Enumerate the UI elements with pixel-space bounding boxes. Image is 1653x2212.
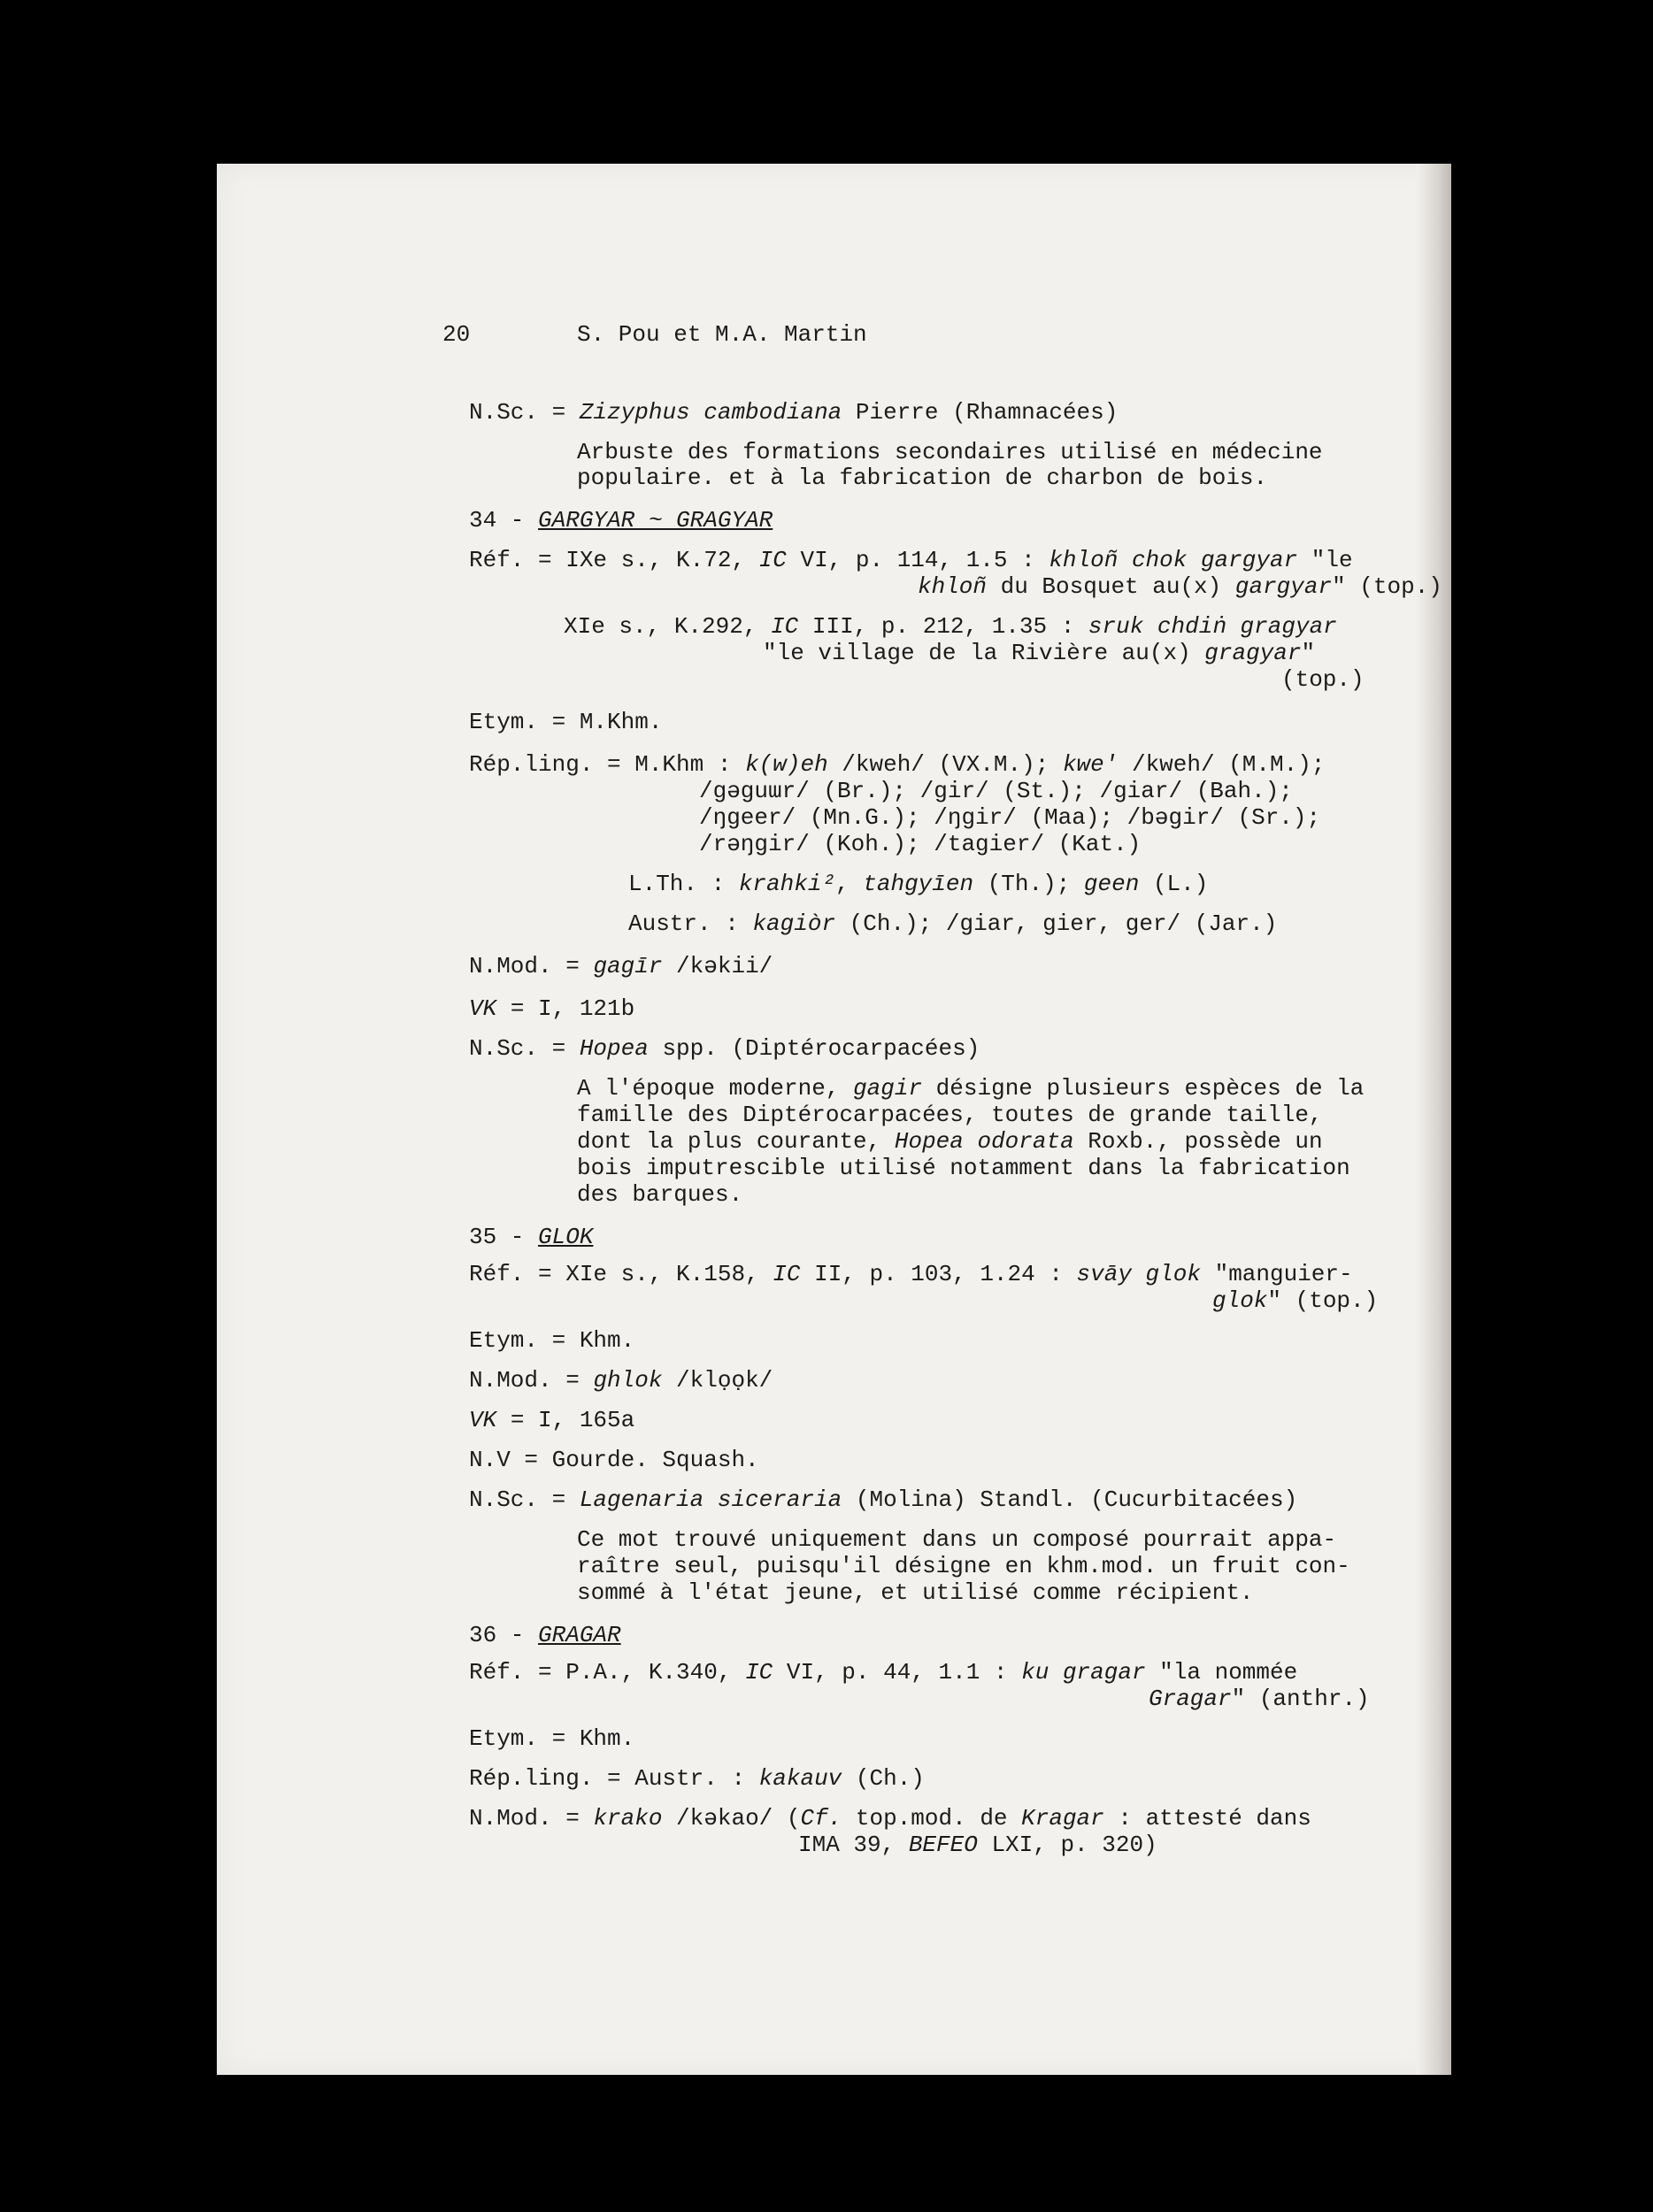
- text-segment: des barques.: [577, 1181, 743, 1208]
- text-segment: "le: [1297, 547, 1353, 573]
- text-segment: LXI, p. 320): [977, 1832, 1157, 1858]
- text-line: [798, 1832, 1157, 1858]
- text-segment: VK: [469, 1407, 497, 1433]
- text-segment: /kweh/ (M.M.);: [1118, 751, 1326, 778]
- text-segment: Cf.: [800, 1805, 842, 1832]
- text-segment: kagiòr: [752, 910, 836, 937]
- text-segment: khloñ chok gargyar: [1049, 547, 1298, 573]
- text-segment: raître seul, puisqu'il désigne en khm.mod. un fruit con-: [577, 1553, 1350, 1579]
- text-segment: "manguier-: [1200, 1261, 1353, 1287]
- text-segment: Austr. :: [628, 910, 753, 937]
- text-segment: Réf. = XIe s., K.158,: [469, 1261, 773, 1287]
- text-line: [1281, 666, 1365, 693]
- text-segment: /klọọk/: [662, 1367, 773, 1394]
- text-segment: populaire. et à la fabrication de charbon de bois.: [577, 465, 1268, 491]
- text-segment: gagir: [853, 1075, 923, 1102]
- text-segment: N.V = Gourde. Squash.: [469, 1447, 759, 1473]
- text-line: [763, 640, 1315, 666]
- page-number: 20: [442, 321, 471, 348]
- text-line: [469, 1407, 634, 1433]
- text-line: [577, 1075, 1364, 1102]
- text-segment: dont la plus courante,: [577, 1128, 895, 1155]
- text-segment: (Ch.); /giar, gier, ger/ (Jar.): [835, 910, 1278, 937]
- text-segment: N.Sc. =: [469, 1035, 580, 1062]
- text-line: [577, 1181, 742, 1208]
- text-line: [577, 439, 1323, 465]
- text-line: [469, 1486, 1297, 1513]
- text-segment: Rép.ling. = M.Khm :: [469, 751, 746, 778]
- text-segment: /gəguɯr/ (Br.); /gir/ (St.); /giar/ (Bah.);: [699, 778, 1293, 804]
- text-segment: "la nommée: [1145, 1659, 1298, 1686]
- text-segment: L.Th. :: [628, 871, 739, 897]
- text-segment: II, p. 103, 1.24 :: [800, 1261, 1077, 1287]
- text-line: [699, 804, 1320, 831]
- text-segment: /rəŋgir/ (Koh.); /tagier/ (Kat.): [699, 831, 1142, 857]
- text-segment: N.Mod. =: [469, 953, 594, 979]
- text-line: [469, 507, 773, 534]
- text-line: [469, 953, 773, 979]
- text-segment: svāy glok: [1076, 1261, 1201, 1287]
- text-segment: /ŋgeer/ (Mn.G.); /ŋgir/ (Maa); /bəgir/ (Sr.);: [699, 804, 1321, 831]
- text-segment: krako: [593, 1805, 663, 1832]
- text-segment: /kəkao/ (: [662, 1805, 801, 1832]
- text-segment: gagīr: [593, 953, 663, 979]
- text-segment: Gragar: [1149, 1686, 1232, 1712]
- text-segment: GRAGAR: [538, 1622, 621, 1648]
- text-segment: GLOK: [538, 1224, 594, 1250]
- text-segment: (top.): [1281, 666, 1365, 693]
- text-segment: N.Mod. =: [469, 1367, 594, 1394]
- text-segment: A l'époque moderne,: [577, 1075, 854, 1102]
- text-line: [469, 1447, 759, 1473]
- text-segment: VI, p. 44, 1.1 :: [773, 1659, 1022, 1686]
- text-segment: Roxb., possède un: [1073, 1128, 1323, 1155]
- text-line: [469, 1805, 1311, 1832]
- text-segment: ku gragar: [1021, 1659, 1146, 1686]
- text-segment: N.Sc. =: [469, 1486, 580, 1513]
- text-segment: krahki²: [738, 871, 836, 897]
- text-segment: tahgyīen: [863, 871, 974, 897]
- text-segment: XIe s., K.292,: [564, 613, 772, 640]
- text-segment: GARGYAR ~ GRAGYAR: [538, 507, 773, 534]
- text-segment: top.mod. de: [842, 1805, 1022, 1832]
- text-line: [469, 1327, 634, 1354]
- text-segment: sommé à l'état jeune, et utilisé comme récipient.: [577, 1579, 1254, 1606]
- text-segment: IC: [758, 547, 787, 573]
- text-segment: Arbuste des formations secondaires utilisé en médecine: [577, 439, 1323, 465]
- text-segment: désigne plusieurs espèces de la: [922, 1075, 1365, 1102]
- text-segment: kakauv: [758, 1765, 842, 1792]
- text-segment: " (top.): [1332, 573, 1442, 600]
- text-line: [469, 547, 1353, 573]
- text-segment: = I, 165a: [496, 1407, 635, 1433]
- text-segment: Hopea: [579, 1035, 649, 1062]
- text-line: [577, 1553, 1350, 1579]
- text-segment: gargyar: [1234, 573, 1333, 600]
- text-segment: (Molina) Standl. (Cucurbitacées): [842, 1486, 1298, 1513]
- text-segment: N.Sc. =: [469, 399, 580, 426]
- text-line: [469, 751, 1325, 778]
- text-segment: spp. (Diptérocarpacées): [648, 1035, 980, 1062]
- text-line: [577, 1102, 1323, 1128]
- text-line: [469, 399, 1118, 426]
- text-segment: gragyar: [1204, 640, 1302, 666]
- text-segment: famille des Diptérocarpacées, toutes de grande taille,: [577, 1102, 1323, 1128]
- text-segment: geen: [1083, 871, 1140, 897]
- text-line: [469, 1035, 980, 1062]
- text-segment: IMA 39,: [798, 1832, 909, 1858]
- text-line: [699, 831, 1141, 857]
- text-line: [699, 778, 1293, 804]
- text-line: [628, 910, 1277, 937]
- text-line: [469, 995, 634, 1022]
- text-segment: k(w)eh: [745, 751, 828, 778]
- text-segment: (L.): [1139, 871, 1209, 897]
- text-segment: (Th.);: [973, 871, 1084, 897]
- running-header: S. Pou et M.A. Martin: [577, 321, 867, 348]
- text-segment: /kəkii/: [662, 953, 773, 979]
- text-line: [469, 1765, 925, 1792]
- text-segment: /kweh/ (VX.M.);: [827, 751, 1063, 778]
- text-segment: VK: [469, 995, 497, 1022]
- text-line: [564, 613, 1337, 640]
- text-segment: "le village de la Rivière au(x): [763, 640, 1205, 666]
- text-segment: IC: [771, 613, 799, 640]
- text-line: [469, 1659, 1297, 1686]
- text-segment: = I, 121b: [496, 995, 635, 1022]
- text-segment: Réf. = P.A., K.340,: [469, 1659, 746, 1686]
- text-line: [628, 871, 1208, 897]
- text-segment: Pierre (Rhamnacées): [842, 399, 1119, 426]
- text-line: [918, 573, 1442, 600]
- text-segment: " (anthr.): [1231, 1686, 1370, 1712]
- text-line: [577, 1526, 1336, 1553]
- text-segment: kwe': [1062, 751, 1119, 778]
- text-segment: IC: [745, 1659, 773, 1686]
- text-line: [577, 1579, 1254, 1606]
- text-segment: Rép.ling. = Austr. :: [469, 1765, 759, 1792]
- text-segment: khloñ: [918, 573, 988, 600]
- text-segment: Etym. = Khm.: [469, 1725, 635, 1752]
- text-line: [469, 1224, 593, 1250]
- text-line: [577, 1128, 1323, 1155]
- text-segment: du Bosquet au(x): [987, 573, 1235, 600]
- text-line: [469, 709, 662, 735]
- text-line: [1149, 1686, 1370, 1712]
- text-segment: " (top.): [1267, 1287, 1379, 1314]
- text-line: [577, 465, 1267, 491]
- text-line: [469, 1622, 621, 1648]
- text-segment: Hopea odorata: [894, 1128, 1074, 1155]
- text-line: [1212, 1287, 1378, 1314]
- text-segment: ,: [835, 871, 864, 897]
- text-segment: 35 -: [469, 1224, 539, 1250]
- text-segment: III, p. 212, 1.35 :: [798, 613, 1088, 640]
- text-segment: Kragar: [1021, 1805, 1104, 1832]
- text-segment: (Ch.): [842, 1765, 925, 1792]
- text-segment: Réf. = IXe s., K.72,: [469, 547, 759, 573]
- text-segment: sruk chdiṅ gragyar: [1088, 613, 1337, 640]
- text-segment: Lagenaria siceraria: [579, 1486, 842, 1513]
- text-segment: Zizyphus cambodiana: [579, 399, 842, 426]
- text-segment: ghlok: [593, 1367, 663, 1394]
- text-segment: : attesté dans: [1103, 1805, 1311, 1832]
- text-line: [469, 1261, 1353, 1287]
- text-line: [577, 1155, 1350, 1181]
- text-segment: 34 -: [469, 507, 539, 534]
- text-segment: ": [1301, 640, 1316, 666]
- text-segment: N.Mod. =: [469, 1805, 594, 1832]
- text-line: [469, 1725, 634, 1752]
- text-segment: VI, p. 114, 1.5 :: [786, 547, 1049, 573]
- text-segment: Etym. = Khm.: [469, 1327, 635, 1354]
- text-segment: glok: [1212, 1287, 1268, 1314]
- text-segment: BEFEO: [908, 1832, 978, 1858]
- text-segment: Ce mot trouvé uniquement dans un composé pourrait appa-: [577, 1526, 1337, 1553]
- text-line: [469, 1367, 773, 1394]
- text-segment: bois imputrescible utilisé notamment dans la fabrication: [577, 1155, 1350, 1181]
- text-segment: Etym. = M.Khm.: [469, 709, 663, 735]
- text-segment: IC: [773, 1261, 801, 1287]
- text-segment: 36 -: [469, 1622, 539, 1648]
